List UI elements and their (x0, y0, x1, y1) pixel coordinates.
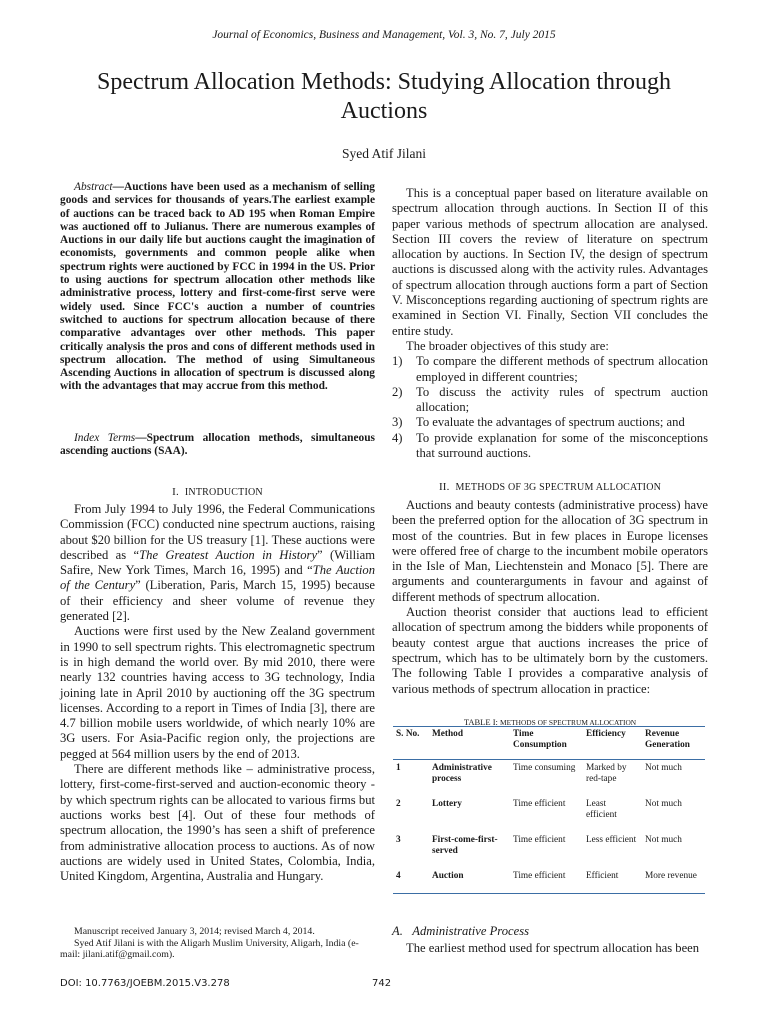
intro-p1-citation-2: The Auction of the Century (60, 563, 375, 593)
header-time: Time Consumption (510, 727, 583, 760)
table-cell: More revenue (642, 868, 705, 894)
list-item-number: 3) (392, 415, 403, 430)
intro-p1-text-a: From July 1994 to July 1996, the Federal Communications Commission (FCC) conducted nine spectrum auctions, raising about $20 billion for the US treasury [1]. These auctions were described as “ (60, 502, 375, 562)
table-cell: Time consuming (513, 763, 576, 773)
table-caption-text: METHODS OF SPECTRUM ALLOCATION (500, 718, 637, 727)
methods-paragraph-2: Auction theorist consider that auctions lead to efficient allocation of spectrum among the bidders while proponents of beauty contest argue that auctions increases the price of spectrum, which has to be ultimately born by the customers. The following Table I provides a comparative analysis of various methods of spectrum allocation in practice: (392, 605, 708, 696)
table-cell: Time efficient (513, 835, 566, 845)
table-cell: Least efficient (586, 799, 617, 820)
list-item-number: 4) (392, 430, 403, 445)
section-number: II. (438, 481, 450, 493)
page-number: 742 (372, 978, 392, 989)
intro-paragraph-2: Auctions were first used by the New Zealand government in 1990 to sell spectrum rights. This electromagnetic spectrum is in high demand the world over. By mid 2010, there were nearly 132 countries having access to 3G technology, India joining late in April 2010 by auctioning off the 3G spectrum licenses. According to a report in Times of India [3], there are 4.7 billion mobile users worldwide, of which nearly 10% are 3G users. For Asia-Pacific region only, the projections are pegged at 564 million users by the end of 2013. (60, 624, 375, 761)
section-title: METHODS OF 3G SPECTRUM ALLOCATION (455, 482, 662, 493)
section-heading-introduction (60, 485, 375, 500)
header-serial: S. No. (393, 727, 429, 760)
subsection-text: The earliest method used for spectrum allocation has been (406, 941, 700, 955)
table-row (393, 760, 705, 797)
list-item-number: 2) (392, 384, 403, 399)
table-cell: First-come-first-served (432, 835, 498, 856)
table-caption-prefix: TABLE I: (463, 717, 501, 727)
list-item (392, 431, 708, 462)
table-cell: Not much (645, 799, 682, 809)
methods-table (393, 726, 705, 894)
list-item-number: 1) (392, 354, 403, 369)
footnote-affiliation: Syed Atif Jilani is with the Aligarh Muslim University, Aligarh, India (e-mail: jilani.atif@gmail.com). (60, 937, 359, 961)
right-intro-paragraph-1: This is a conceptual paper based on literature available on spectrum allocation through auctions. In Section II of this paper various methods of spectrum allocation are analysed. Section III covers the review of literature on spectrum allocation by auctions. In Section IV, the design of spectrum auctions is discussed along with the activity rules. Advantages of spectrum allocation through auctions form a part of Section V. Misconceptions regarding auctioning of spectrum rights are examined in Section VI. Finally, Section VII concludes the entire study. (392, 186, 708, 338)
list-item-text: To provide explanation for some of the misconceptions that surround auctions. (416, 430, 708, 461)
table-row (393, 796, 705, 832)
table-row (393, 832, 705, 868)
subsection-label: A. (392, 924, 403, 938)
list-item (392, 415, 708, 430)
list-item-text: To compare the different methods of spectrum allocation employed in different countries; (416, 354, 708, 384)
table-cell: 2 (396, 799, 401, 809)
table-cell: Administrative process (432, 763, 492, 784)
abstract-text: —Auctions have been used as a mechanism of selling goods and services for thousands of years.The earliest example of auctions can be traced back to AD 195 when Roman Empire was auctioned off to Julianus. There are numerous examples of Auctions in our daily life but auctions caught the imagination of economists, governments and common people alike when spectrum rights were auctioned by FCC in 1994 in the US. Prior to using auctions for spectrum allocation other methods like administrative process, lottery and first-come-first serve were widely used. Since FCC's auction a number of countries switched to auctions for spectrum allocation because of there comparative advantages over other methods. This paper critically analysis the pros and cons of different methods used in spectrum allocation. The method of using Simultaneous Ascending Auctions in allocation of spectrum is discussed along with the advantages that may accrue from this method. (60, 181, 375, 393)
introduction-body (60, 502, 375, 884)
table-cell: Not much (645, 835, 682, 845)
table-cell: 4 (393, 868, 429, 894)
section-title: INTRODUCTION (184, 487, 263, 498)
table-cell: 3 (396, 835, 401, 845)
paper-title: Spectrum Allocation Methods: Studying Allocation through Auctions (97, 69, 671, 124)
abstract (60, 181, 375, 394)
table-cell: 1 (396, 763, 401, 773)
journal-header: Journal of Economics, Business and Management, Vol. 3, No. 7, July 2015 (212, 29, 556, 41)
methods-body (392, 498, 708, 697)
intro-p1-text-c: ” (Liberation, Paris, March 15, 1995) because of their efficiency and sheer volume of revenue they generated [2]. (60, 578, 375, 624)
objectives-list (392, 354, 708, 461)
right-intro-paragraph-2: The broader objectives of this study are: (406, 338, 609, 353)
subsection-title: Administrative Process (412, 924, 530, 938)
footnote-manuscript: Manuscript received January 3, 2014; revised March 4, 2014. (74, 926, 315, 937)
table-row (393, 868, 705, 894)
author-name: Syed Atif Jilani (342, 146, 426, 161)
table-cell: Lottery (432, 799, 462, 809)
header-revenue: Revenue Generation (642, 727, 705, 760)
header-method: Method (429, 727, 510, 760)
header-efficiency: Efficiency (583, 727, 642, 760)
table-cell: Marked by red-tape (586, 763, 627, 784)
section-number: I. (172, 486, 179, 498)
index-terms (60, 432, 375, 459)
list-item (392, 354, 708, 385)
table-cell: Less efficient (586, 835, 637, 845)
table-header-row (393, 727, 705, 760)
intro-paragraph-1 (60, 502, 375, 624)
intro-p1-citation-1: The Greatest Auction in History (139, 547, 318, 562)
table-cell: Time efficient (513, 799, 566, 809)
list-item-text: To evaluate the advantages of spectrum auctions; and (416, 415, 685, 430)
subsection-heading (392, 924, 708, 939)
section-heading-methods (392, 480, 708, 495)
table-cell: Not much (645, 763, 682, 773)
right-intro (392, 186, 708, 461)
doi: DOI: 10.7763/JOEBM.2015.V3.278 (60, 978, 230, 989)
table-cell: Efficient (583, 868, 642, 894)
abstract-label: Abstract (74, 181, 113, 193)
intro-paragraph-3: There are different methods like – administrative process, lottery, first-come-first-served and auction-economic theory - by which spectrum rights can be allocated to various firms but auctions works best [4]. Out of these four methods of spectrum allocation, the 1990’s has seen a shift of preference from administrative allocation process to auctions. As of now auctions are widely used in United States, Colombia, India, United Kingdom, Argentina, Australia and Hungary. (60, 762, 375, 884)
table-cell: Auction (429, 868, 510, 894)
index-terms-label: Index Terms (74, 432, 136, 444)
footnote (60, 926, 375, 961)
list-item-text: To discuss the activity rules of spectrum auction allocation; (416, 384, 708, 415)
index-terms-text: —Spectrum allocation methods, simultaneous ascending auctions (SAA). (60, 432, 375, 458)
methods-paragraph-1: Auctions and beauty contests (administrative process) have been the preferred option for the allocation of 3G spectrum in most of the countries. But in few places in Europe licenses were offered free of charge to the incumbent mobile operators in the Isle of Man, Liechtenstein and Monaco [5]. There are arguments and counterarguments in favour and against of different methods of spectrum allocation. (392, 498, 708, 604)
table-cell: Time efficient (510, 868, 583, 894)
intro-p1-text-b: ” (William Safire, New York Times, March 16, 1995) and “ (60, 547, 375, 578)
list-item (392, 385, 708, 416)
